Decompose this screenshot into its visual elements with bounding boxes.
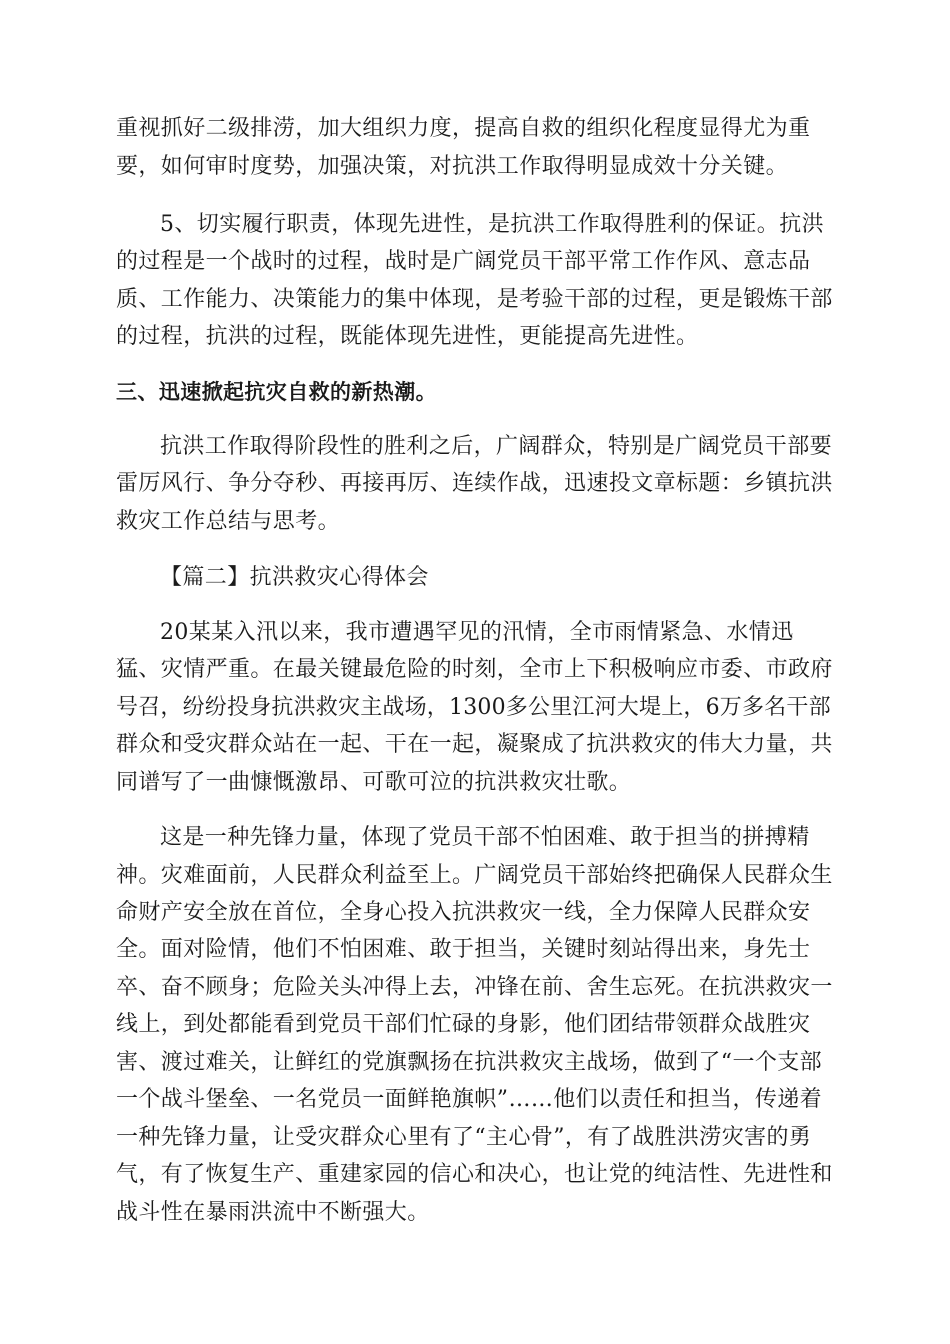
paragraph-line: 20某某入汛以来，我市遭遇罕见的汛情，全市雨情紧急、水情迅: [160, 620, 794, 645]
paragraph-line: 这是一种先锋力量，体现了党员干部不怕困难、敢于担当的拼搏精: [160, 825, 810, 850]
paragraph-line: 雷厉风行、争分夺秒、再接再厉、连续作战，迅速投文章标题：乡镇抗洪: [116, 471, 833, 496]
paragraph-line: 卒、奋不顾身；危险关头冲得上去，冲锋在前、舍生忘死。在抗洪救灾一: [116, 975, 833, 1000]
paragraph-line: 全。面对险情，他们不怕困难、敢于担当，关键时刻站得出来，身先士: [116, 937, 811, 962]
paragraph-line: 救灾工作总结与思考。: [116, 509, 341, 534]
paragraph-line: 战斗性在暴雨洪流中不断强大。: [116, 1200, 430, 1225]
paragraph-line: 线上，到处都能看到党员干部们忙碌的身影，他们团结带领群众战胜灾: [116, 1012, 811, 1037]
paragraph-line: 的过程是一个战时的过程，战时是广阔党员干部平常工作作风、意志品: [116, 249, 811, 274]
section-heading: 三、迅速掀起抗灾自救的新热潮。: [116, 380, 437, 404]
paragraph-line: 同谱写了一曲慷慨激昂、可歌可泣的抗洪救灾壮歌。: [116, 770, 632, 795]
part-title: 【篇二】抗洪救灾心得体会: [160, 565, 429, 590]
paragraph-line: 群众和受灾群众站在一起、干在一起，凝聚成了抗洪救灾的伟大力量，共: [116, 732, 833, 757]
paragraph-line: 猛、灾情严重。在最关键最危险的时刻，全市上下积极响应市委、市政府: [116, 657, 833, 682]
paragraph-line: 气，有了恢复生产、重建家园的信心和决心，也让党的纯洁性、先进性和: [116, 1162, 833, 1187]
paragraph-line: 的过程，抗洪的过程，既能体现先进性，更能提高先进性。: [116, 324, 699, 349]
paragraph-line: 要，如何审时度势，加强决策，对抗洪工作取得明显成效十分关键。: [116, 154, 789, 179]
paragraph-line: 号召，纷纷投身抗洪救灾主战场，1300多公里江河大堤上，6万多名干部: [116, 695, 831, 720]
paragraph-line: 质、工作能力、决策能力的集中体现，是考验干部的过程，更是锻炼干部: [116, 287, 833, 312]
paragraph-line: 一个战斗堡垒、一名党员一面鲜艳旗帜”……他们以责任和担当，传递着: [116, 1087, 823, 1112]
paragraph-line: 害、渡过难关，让鲜红的党旗飘扬在抗洪救灾主战场，做到了“一个支部: [116, 1050, 823, 1075]
paragraph-line: 一种先锋力量，让受灾群众心里有了“主心骨”，有了战胜洪涝灾害的勇: [116, 1125, 812, 1150]
paragraph-line: 命财产安全放在首位，全身心投入抗洪救灾一线，全力保障人民群众安: [116, 900, 811, 925]
paragraph-line: 抗洪工作取得阶段性的胜利之后，广阔群众，特别是广阔党员干部要: [160, 434, 833, 459]
paragraph-line: 神。灾难面前，人民群众利益至上。广阔党员干部始终把确保人民群众生: [116, 863, 833, 888]
paragraph-line: 5、切实履行职责，体现先进性，是抗洪工作取得胜利的保证。抗洪: [160, 212, 824, 237]
paragraph-line: 重视抓好二级排涝，加大组织力度，提高自救的组织化程度显得尤为重: [116, 116, 811, 141]
